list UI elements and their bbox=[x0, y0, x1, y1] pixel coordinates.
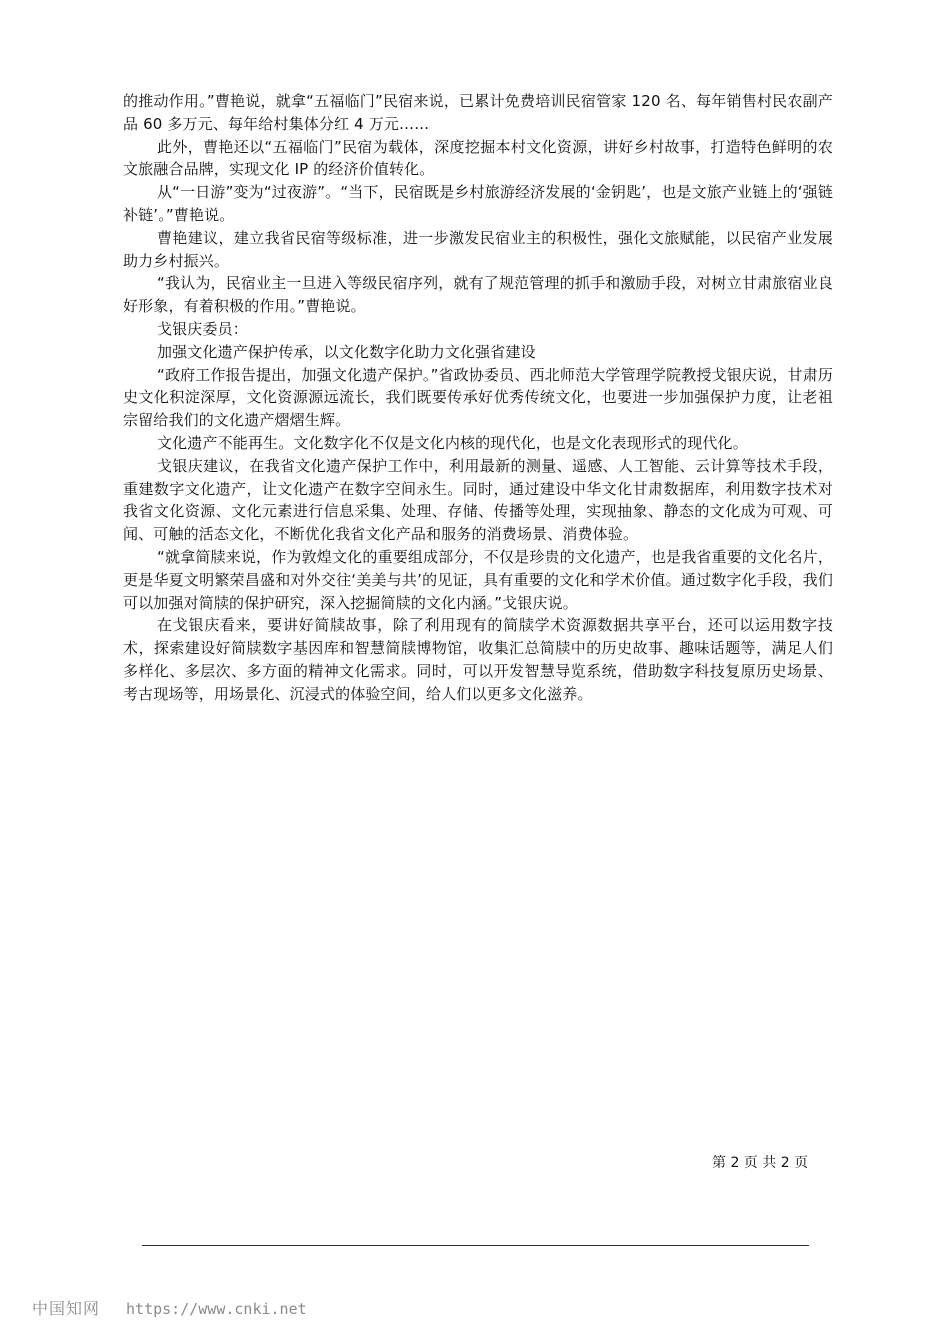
paragraph: “就拿简牍来说，作为敦煌文化的重要组成部分，不仅是珍贵的文化遗产，也是我省重要的文化名片，更是华夏文明繁荣昌盛和对外交往‘美美与共’的见证，具有重要的文化和学术价值。通过数字化手段，我们可以加强对简牍的保护研究，深入挖掘简牍的文化内涵。”戈银庆说。 bbox=[123, 547, 833, 612]
watermark-url: https://www.cnki.net bbox=[126, 1300, 307, 1318]
paragraph: 的推动作用。”曹艳说，就拿“五福临门”民宿来说，已累计免费培训民宿管家 120 名、每年销售村民农副产品 60 多万元、每年给村集体分红 4 万元…… bbox=[123, 92, 833, 133]
paragraph: 在戈银庆看来，要讲好简牍故事，除了利用现有的简牍学术资源数据共享平台，还可以运用数字技术，探索建设好简牍数字基因库和智慧简牍博物馆，收集汇总简牍中的历史故事、趣味话题等，满足人们多样化、多层次、多方面的精神文化需求。同时，可以开发智慧导览系统，借助数字科技复原历史场景、考古现场等，用场景化、沉浸式的体验空间，给人们以更多文化滋养。 bbox=[123, 616, 833, 703]
paragraph: “政府工作报告提出，加强文化遗产保护。”省政协委员、西北师范大学管理学院教授戈银庆说，甘肃历史文化积淀深厚，文化资源源远流长，我们既要传承好优秀传统文化，也要进一步加强保护力度，让老祖宗留给我们的文化遗产熠熠生辉。 bbox=[123, 365, 833, 430]
source-watermark bbox=[32, 1296, 307, 1319]
section-speaker: 戈银庆委员： bbox=[157, 319, 248, 338]
paragraph: “我认为，民宿业主一旦进入等级民宿序列，就有了规范管理的抓手和激励手段，对树立甘肃旅宿业良好形象，有着积极的作用。”曹艳说。 bbox=[123, 274, 833, 316]
paragraph: 此外，曹艳还以“五福临门”民宿为载体，深度挖掘本村文化资源，讲好乡村故事，打造特色鲜明的农文旅融合品牌，实现文化 IP 的经济价值转化。 bbox=[123, 137, 833, 179]
footer-divider bbox=[142, 1245, 809, 1246]
article-body bbox=[123, 90, 833, 706]
paragraph: 戈银庆建议，在我省文化遗产保护工作中，利用最新的测量、遥感、人工智能、云计算等技术手段，重建数字文化遗产，让文化遗产在数字空间永生。同时，通过建设中华文化甘肃数据库，利用数字技术对我省文化资源、文化元素进行信息采集、处理、存储、传播等处理，实现抽象、静态的文化成为可观、可闻、可触的活态文化，不断优化我省文化产品和服务的消费场景、消费体验。 bbox=[123, 456, 833, 544]
paragraph: 曹艳建议，建立我省民宿等级标准，进一步激发民宿业主的积极性，强化文旅赋能，以民宿产业发展助力乡村振兴。 bbox=[123, 228, 833, 270]
paragraph: 文化遗产不能再生。文化数字化不仅是文化内核的现代化，也是文化表现形式的现代化。 bbox=[157, 433, 748, 452]
watermark-brand: 中国知网 bbox=[32, 1299, 101, 1318]
section-heading: 加强文化遗产保护传承，以文化数字化助力文化强省建设 bbox=[157, 342, 536, 361]
page-number: 第 2 页 共 2 页 bbox=[712, 1155, 809, 1171]
paragraph: 从“一日游”变为“过夜游”。“当下，民宿既是乡村旅游经济发展的‘金钥匙’，也是文旅产业链上的‘强链补链’。”曹艳说。 bbox=[123, 183, 833, 224]
